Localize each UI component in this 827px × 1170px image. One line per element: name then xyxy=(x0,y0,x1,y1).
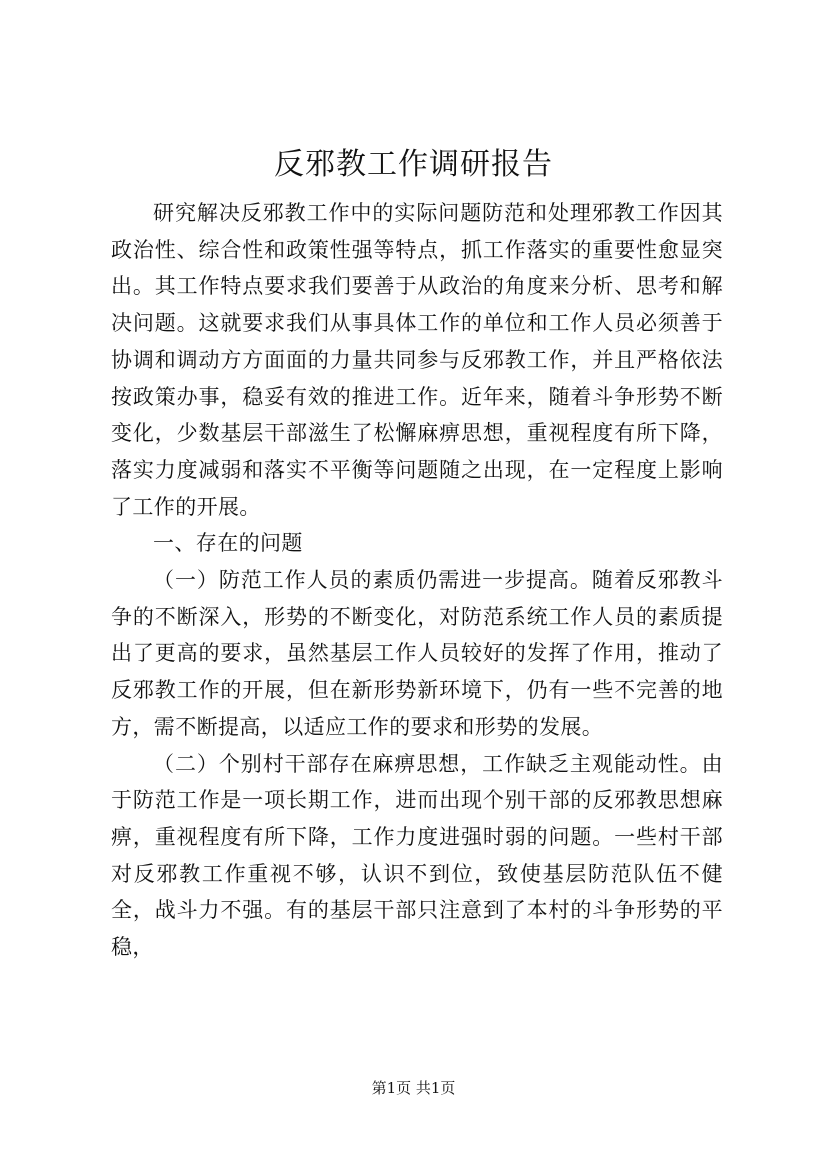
document-body xyxy=(111,195,723,966)
section-heading-problems: 一、存在的问题 xyxy=(153,531,303,556)
page-number-footer: 第1页 共1页 xyxy=(371,1079,456,1097)
paragraph-intro: 研究解决反邪教工作中的实际问题防范和处理邪教工作因其政治性、综合性和政策性强等特点，抓工作落实的重要性愈显突出。其工作特点要求我们要善于从政治的角度来分析、思考和解决问题。这就要求我们从事具体工作的单位和工作人员必须善于协调和调动方方面面的力量共同参与反邪教工作，并且严格依法按政策办事，稳妥有效的推进工作。近年来，随着斗争形势不断变化，少数基层干部滋生了松懈麻痹思想，重视程度有所下降，落实力度减弱和落实不平衡等问题随之出现，在一定程度上影响了工作的开展。 xyxy=(111,201,723,519)
document-title: 反邪教工作调研报告 xyxy=(274,147,553,182)
paragraph-problem-1: （一）防范工作人员的素质仍需进一步提高。随着反邪教斗争的不断深入，形势的不断变化，对防范系统工作人员的素质提出了更高的要求，虽然基层工作人员较好的发挥了作用，推动了反邪教工作的开展，但在新形势新环境下，仍有一些不完善的地方，需不断提高，以适应工作的要求和形势的发展。 xyxy=(111,568,723,739)
paragraph-problem-2: （二）个别村干部存在麻痹思想，工作缺乏主观能动性。由于防范工作是一项长期工作，进而出现个别干部的反邪教思想麻痹，重视程度有所下降，工作力度进强时弱的问题。一些村干部对反邪教工作重视不够，认识不到位，致使基层防范队伍不健全，战斗力不强。有的基层干部只注意到了本村的斗争形势的平稳， xyxy=(111,751,723,960)
